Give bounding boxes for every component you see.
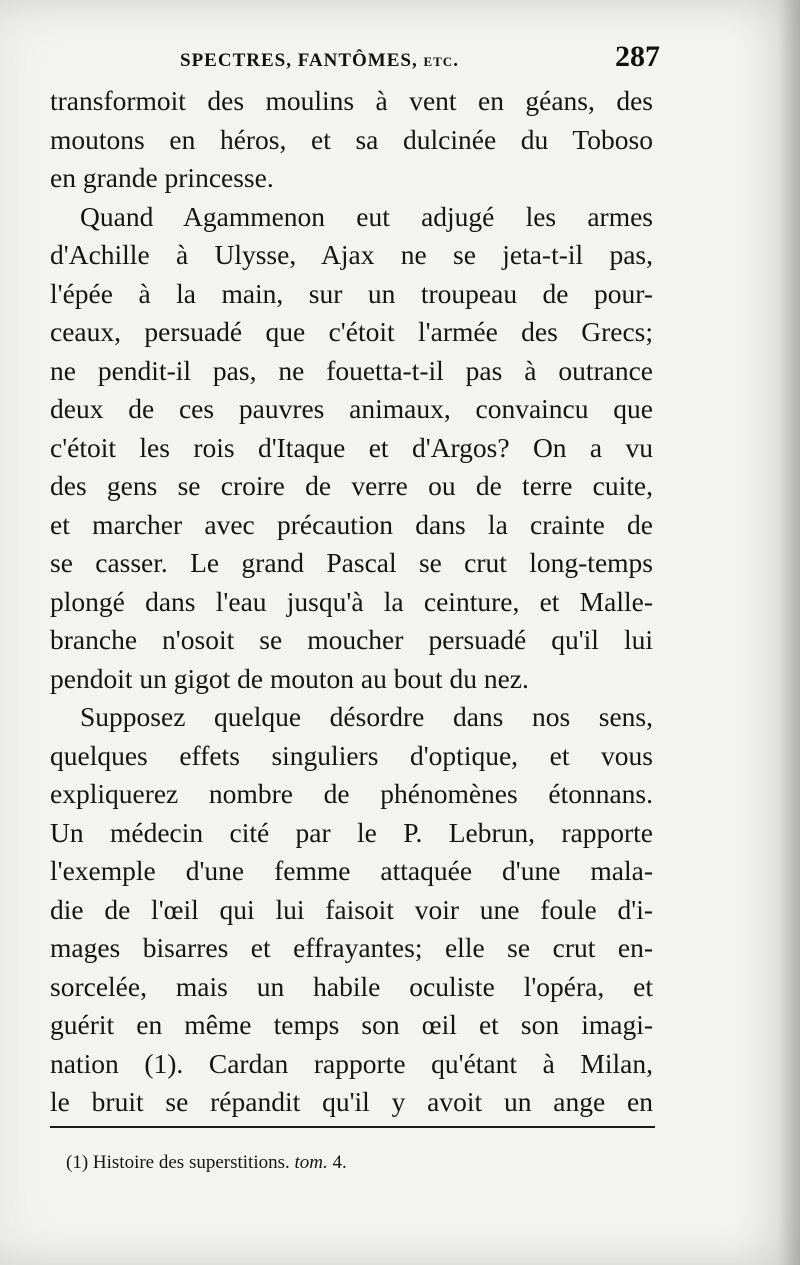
footnote (66, 1150, 656, 1176)
text-line: die de l'œil qui lui faisoit voir une foule d'i- (50, 893, 653, 925)
text-line: sorcelée, mais un habile oculiste l'opéra, et (50, 970, 653, 1002)
text-line: transformoit des moulins à vent en géans, des (50, 85, 653, 116)
footnote-ref-number: 4. (332, 1152, 347, 1173)
text-line: pendoit un gigot de mouton au bout du nez. (50, 662, 529, 694)
text-line: branche n'osoit se moucher persuadé qu'il lui (50, 624, 653, 655)
text-line: et marcher avec précaution dans la crainte de (50, 508, 653, 540)
text-line: plongé dans l'eau jusqu'à la ceinture, et Malle- (50, 585, 653, 617)
text-line: se casser. Le grand Pascal se crut long-temps (50, 547, 653, 578)
text-line: mages bisarres et effrayantes; elle se crut en- (50, 932, 653, 963)
page-edge-shadow (778, 0, 800, 1265)
text-line: nation (1). Cardan rapporte qu'étant à Milan, (50, 1047, 653, 1079)
text-line: le bruit se répandit qu'il y avoit un ange en (50, 1086, 653, 1117)
text-line: quelques effets singuliers d'optique, et vous (50, 739, 653, 771)
text-line: ceaux, persuadé que c'étoit l'armée des Grecs; (50, 316, 653, 347)
text-line: des gens se croire de verre ou de terre cuite, (50, 470, 653, 501)
page-number: 287 (615, 40, 660, 73)
running-head: SPECTRES, FANTÔMES, etc. (180, 50, 459, 71)
page-header (180, 40, 660, 80)
text-line: c'étoit les rois d'Itaque et d'Argos? On a vu (50, 431, 653, 463)
text-line: guérit en même temps son œil et son imagi- (50, 1009, 653, 1040)
text-line: Un médecin cité par le P. Lebrun, rapporte (50, 816, 653, 848)
footnote-text: Histoire des superstitions. (92, 1152, 290, 1173)
footnote-marker: (1) (66, 1152, 89, 1173)
text-line: ne pendit-il pas, ne fouetta-t-il pas à outrance (50, 354, 653, 386)
footnote-rule (50, 1126, 655, 1128)
text-line: Quand Agammenon eut adjugé les armes (80, 200, 653, 232)
text-line: moutons en héros, et sa dulcinée du Toboso (50, 123, 653, 155)
text-line: en grande princesse. (50, 162, 274, 193)
footnote-ref-label: tom. (294, 1152, 328, 1173)
text-line: d'Achille à Ulysse, Ajax ne se jeta-t-il pas, (50, 239, 653, 270)
text-line: expliquerez nombre de phénomènes étonnans. (50, 778, 653, 809)
body-text (50, 82, 653, 1122)
text-line: l'exemple d'une femme attaquée d'une mala- (50, 855, 653, 886)
text-line: deux de ces pauvres animaux, convaincu que (50, 393, 653, 424)
text-line: l'épée à la main, sur un troupeau de pour- (50, 277, 653, 309)
text-line: Supposez quelque désordre dans nos sens, (80, 701, 653, 732)
